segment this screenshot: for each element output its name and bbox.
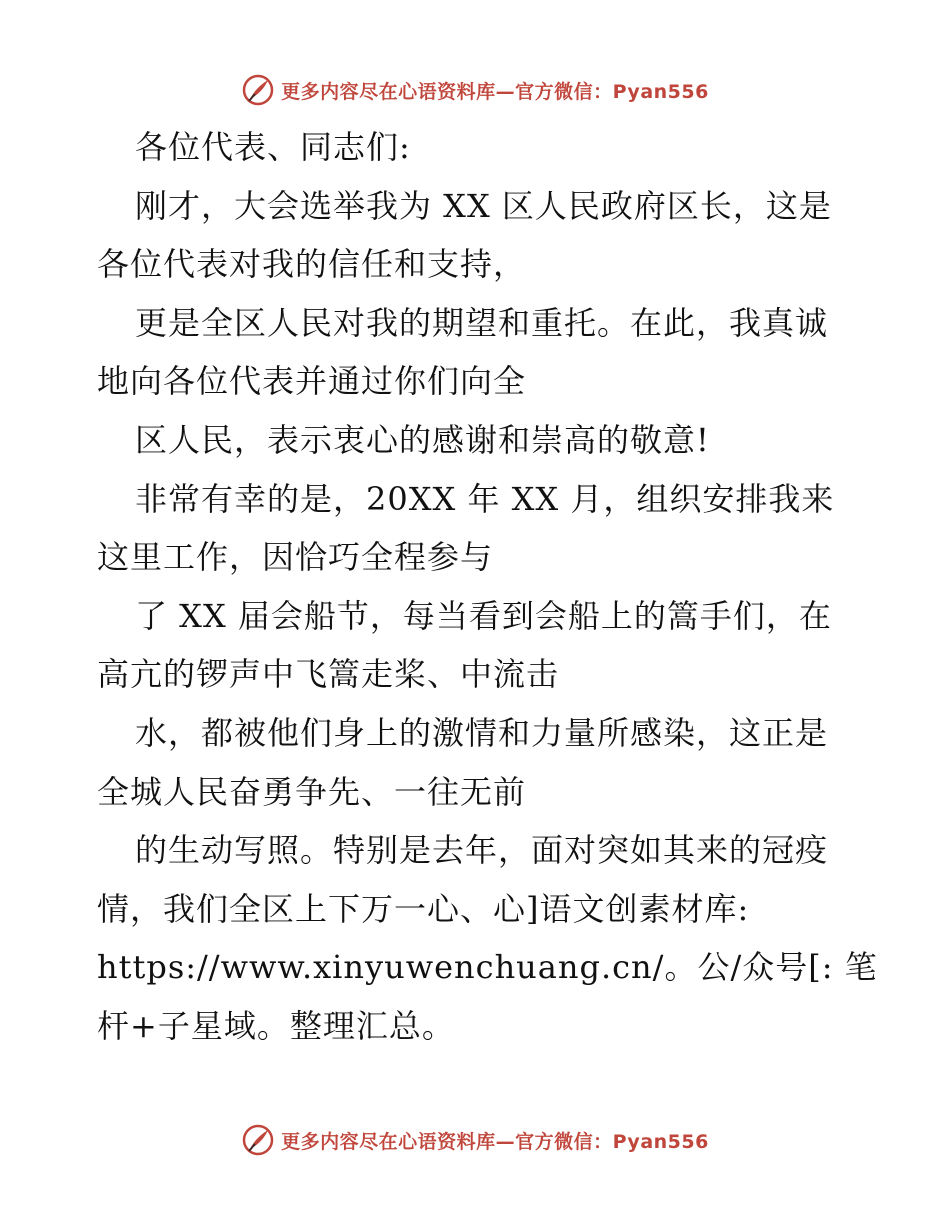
feather-pen-logo-icon	[241, 1123, 275, 1157]
text-line: 杆+子星域。整理汇总。	[97, 1006, 455, 1045]
footer-watermark-banner	[0, 1120, 950, 1160]
text-line: 地向各位代表并通过你们向全	[97, 362, 527, 401]
text-line: 这里工作，因恰巧全程参与	[97, 538, 494, 577]
text-line: 各位代表对我的信任和支持，	[97, 245, 527, 284]
text-line: 的生动写照。特别是去年，面对突如其来的冠疫	[135, 831, 829, 870]
text-line: 各位代表、同志们:	[135, 128, 411, 166]
footer-watermark-text: 更多内容尽在心语资料库—官方微信：Pyan556	[281, 1130, 709, 1153]
text-line: 水，都被他们身上的激情和力量所感染，这正是	[135, 713, 829, 752]
header-watermark-text: 更多内容尽在心语资料库—官方微信：Pyan556	[281, 80, 709, 103]
text-line: 区人民，表示衷心的感谢和崇高的敬意!	[135, 420, 710, 459]
header-watermark-banner	[0, 70, 950, 110]
text-line: 了 XX 届会船节，每当看到会船上的篙手们，在	[135, 596, 832, 635]
text-line: 刚才，大会选举我为 XX 区人民政府区长，这是	[135, 186, 832, 225]
text-line: 全城人民奋勇争先、一往无前	[97, 772, 527, 811]
text-line: 非常有幸的是，20XX 年 XX 月，组织安排我来	[135, 479, 835, 518]
feather-pen-logo-icon	[241, 73, 275, 107]
text-line: 更是全区人民对我的期望和重托。在此，我真诚	[135, 303, 829, 342]
document-body	[97, 118, 878, 1056]
text-line: 高亢的锣声中飞篙走桨、中流击	[97, 655, 560, 694]
text-line: https://www.xinyuwenchuang.cn/。公/众号[: 笔	[97, 948, 878, 987]
text-line: 情，我们全区上下万一心、心]语文创素材库:	[97, 889, 750, 928]
